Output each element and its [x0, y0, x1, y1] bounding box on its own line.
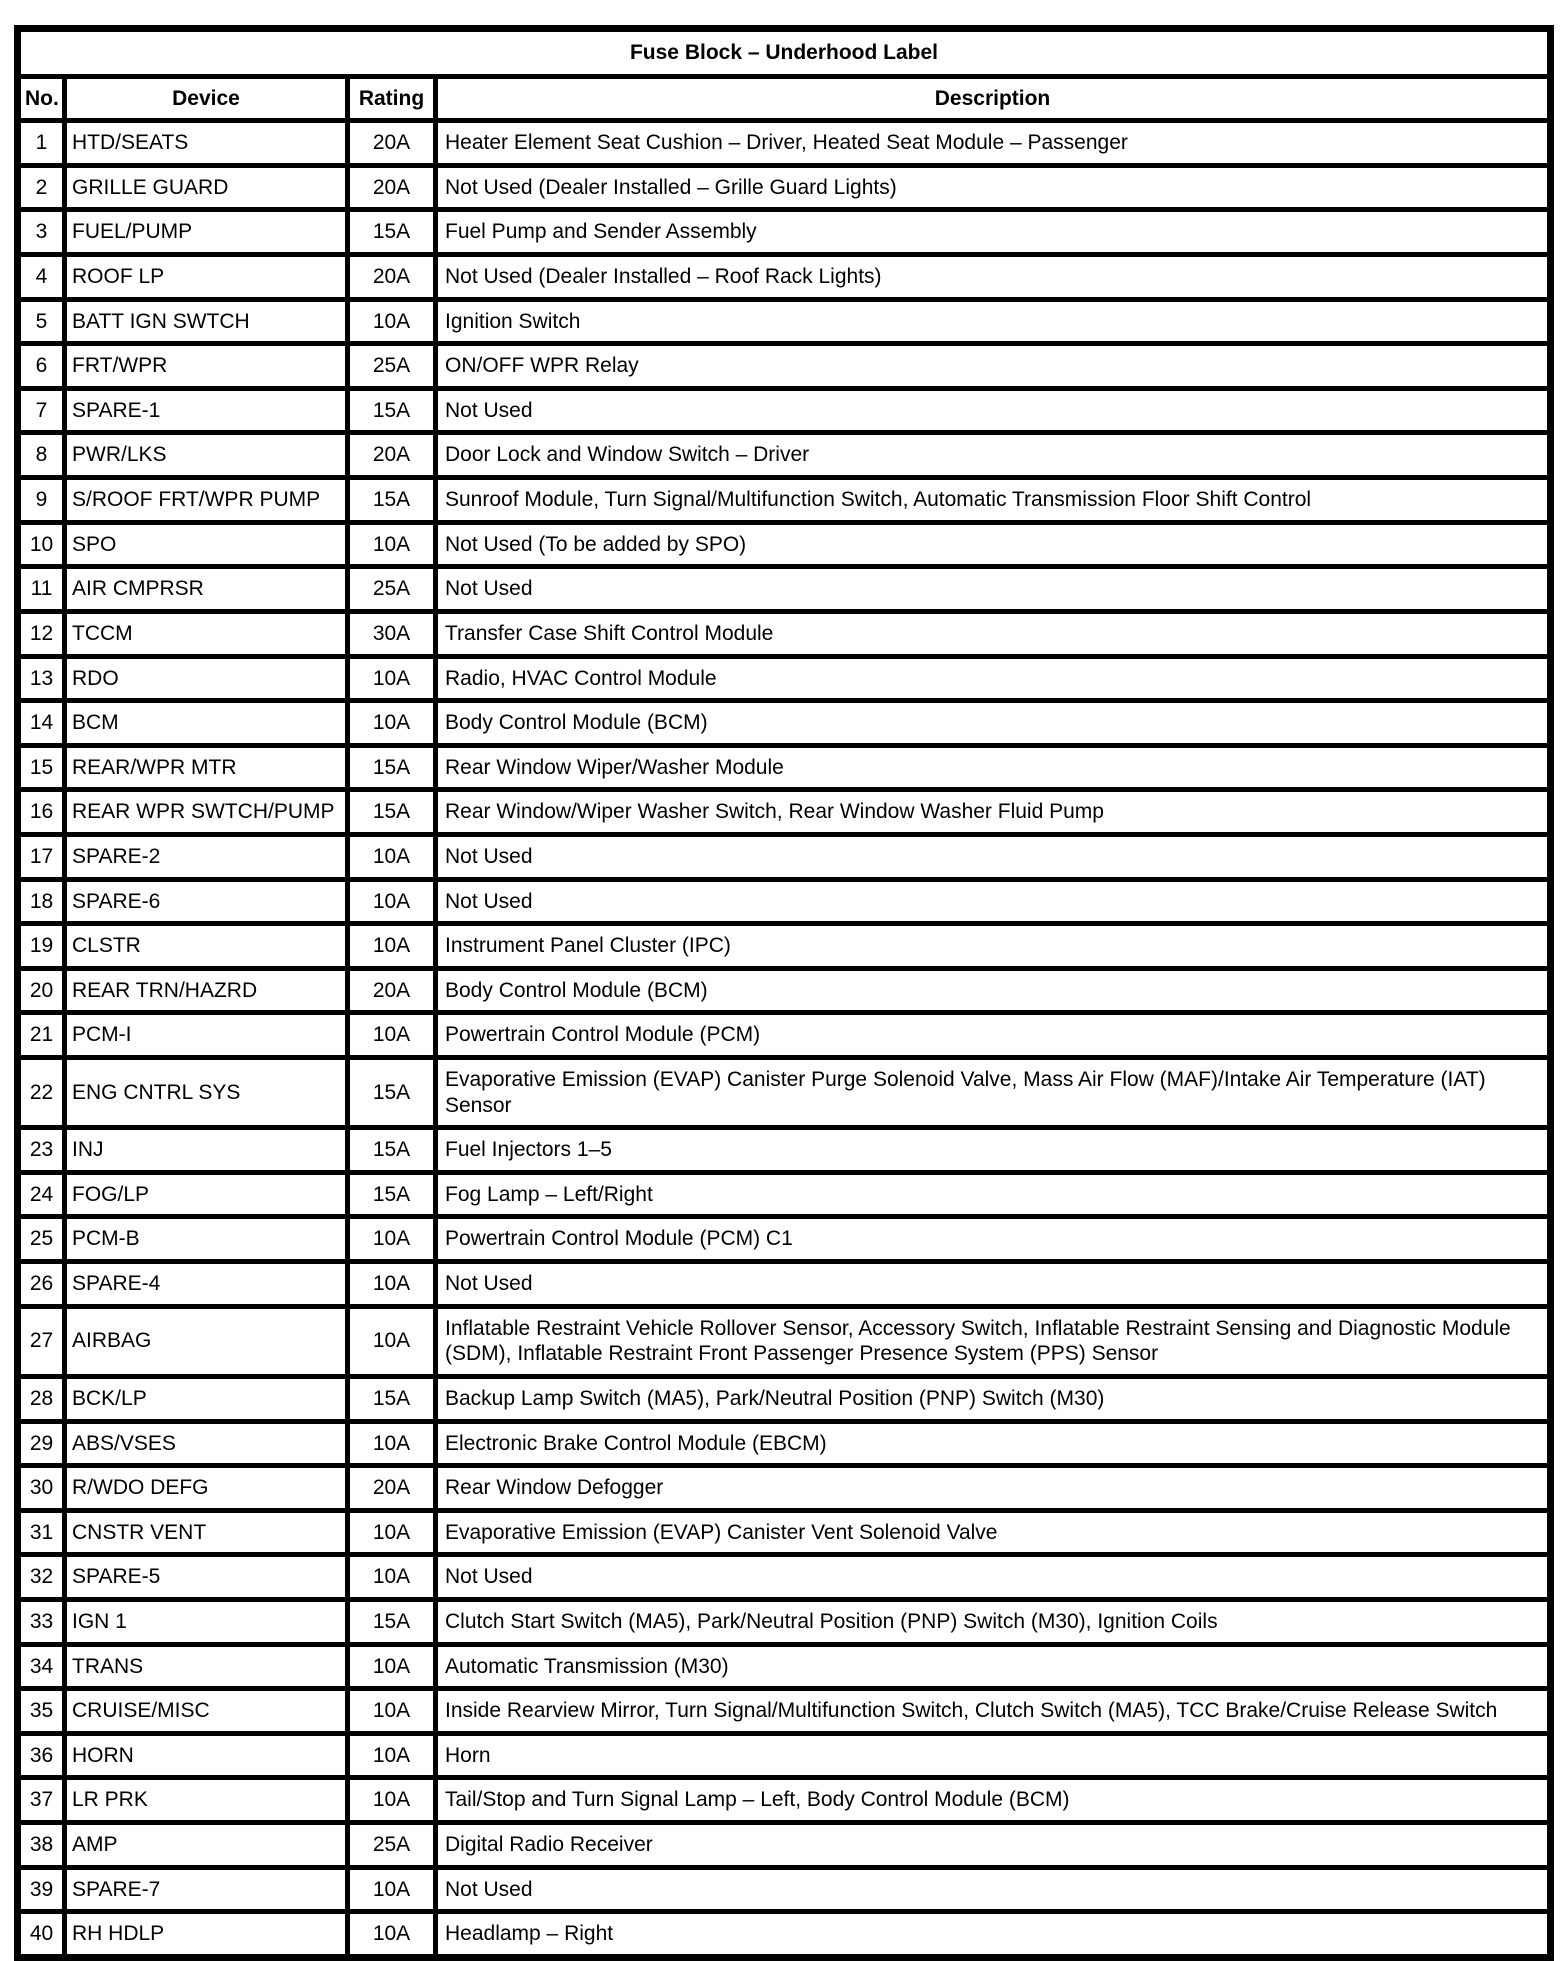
fuse-number: 15: [18, 745, 65, 790]
fuse-device: REAR WPR SWTCH/PUMP: [65, 790, 348, 835]
table-row: [18, 344, 1551, 389]
fuse-description: Backup Lamp Switch (MA5), Park/Neutral Position (PNP) Switch (M30): [436, 1376, 1551, 1421]
fuse-number: 10: [18, 522, 65, 567]
table-row: [18, 1128, 1551, 1173]
fuse-rating: 10A: [348, 1778, 436, 1823]
fuse-table-body: [18, 121, 1551, 1958]
fuse-device: ENG CNTRL SYS: [65, 1058, 348, 1128]
fuse-number: 22: [18, 1058, 65, 1128]
fuse-number: 13: [18, 656, 65, 701]
fuse-device: AIR CMPRSR: [65, 567, 348, 612]
fuse-description: Not Used: [436, 879, 1551, 924]
table-row: [18, 745, 1551, 790]
table-row: [18, 1644, 1551, 1689]
table-head: [18, 29, 1551, 121]
fuse-number: 39: [18, 1867, 65, 1912]
fuse-rating: 20A: [348, 165, 436, 210]
table-title: Fuse Block – Underhood Label: [18, 29, 1551, 77]
fuse-description: Inflatable Restraint Vehicle Rollover Sensor, Accessory Switch, Inflatable Restraint Sensing and Diagnostic Module (SDM), Inflatable Restraint Front Passenger Presence System (PPS) Sensor: [436, 1306, 1551, 1376]
fuse-number: 17: [18, 834, 65, 879]
table-row: [18, 522, 1551, 567]
table-row: [18, 1306, 1551, 1376]
fuse-rating: 15A: [348, 388, 436, 433]
table-row: [18, 121, 1551, 166]
table-row: [18, 1555, 1551, 1600]
fuse-number: 31: [18, 1510, 65, 1555]
fuse-rating: 15A: [348, 790, 436, 835]
table-row: [18, 1733, 1551, 1778]
fuse-rating: 15A: [348, 1128, 436, 1173]
fuse-number: 8: [18, 433, 65, 478]
fuse-rating: 15A: [348, 1172, 436, 1217]
table-row: [18, 1778, 1551, 1823]
table-row: [18, 1912, 1551, 1958]
fuse-rating: 10A: [348, 834, 436, 879]
fuse-description: Door Lock and Window Switch – Driver: [436, 433, 1551, 478]
table-row: [18, 1217, 1551, 1262]
table-row: [18, 1172, 1551, 1217]
fuse-rating: 15A: [348, 1058, 436, 1128]
fuse-description: Powertrain Control Module (PCM): [436, 1013, 1551, 1058]
table-row: [18, 299, 1551, 344]
fuse-device: FRT/WPR: [65, 344, 348, 389]
fuse-description: Not Used (Dealer Installed – Grille Guard Lights): [436, 165, 1551, 210]
fuse-device: REAR/WPR MTR: [65, 745, 348, 790]
fuse-device: FOG/LP: [65, 1172, 348, 1217]
fuse-number: 40: [18, 1912, 65, 1958]
table-row: [18, 1510, 1551, 1555]
fuse-description: Body Control Module (BCM): [436, 968, 1551, 1013]
fuse-rating: 20A: [348, 433, 436, 478]
fuse-device: SPARE-2: [65, 834, 348, 879]
fuse-description: Not Used: [436, 567, 1551, 612]
fuse-device: CNSTR VENT: [65, 1510, 348, 1555]
col-header-rating: Rating: [348, 76, 436, 121]
table-row: [18, 165, 1551, 210]
fuse-description: Evaporative Emission (EVAP) Canister Vent Solenoid Valve: [436, 1510, 1551, 1555]
fuse-number: 33: [18, 1599, 65, 1644]
fuse-device: LR PRK: [65, 1778, 348, 1823]
fuse-device: INJ: [65, 1128, 348, 1173]
fuse-rating: 25A: [348, 344, 436, 389]
fuse-device: TRANS: [65, 1644, 348, 1689]
table-row: [18, 433, 1551, 478]
fuse-number: 37: [18, 1778, 65, 1823]
fuse-number: 30: [18, 1466, 65, 1511]
fuse-description: Not Used: [436, 834, 1551, 879]
fuse-number: 18: [18, 879, 65, 924]
fuse-description: Automatic Transmission (M30): [436, 1644, 1551, 1689]
table-row: [18, 1421, 1551, 1466]
table-row: [18, 834, 1551, 879]
fuse-device: PCM-I: [65, 1013, 348, 1058]
fuse-description: Clutch Start Switch (MA5), Park/Neutral Position (PNP) Switch (M30), Ignition Coils: [436, 1599, 1551, 1644]
fuse-rating: 10A: [348, 1644, 436, 1689]
fuse-rating: 10A: [348, 299, 436, 344]
fuse-number: 11: [18, 567, 65, 612]
fuse-device: TCCM: [65, 611, 348, 656]
fuse-device: BCK/LP: [65, 1376, 348, 1421]
fuse-rating: 10A: [348, 1013, 436, 1058]
fuse-number: 27: [18, 1306, 65, 1376]
fuse-number: 34: [18, 1644, 65, 1689]
fuse-rating: 10A: [348, 522, 436, 567]
fuse-rating: 10A: [348, 924, 436, 969]
fuse-device: SPARE-1: [65, 388, 348, 433]
fuse-device: CRUISE/MISC: [65, 1689, 348, 1734]
table-row: [18, 1058, 1551, 1128]
fuse-device: SPARE-4: [65, 1262, 348, 1307]
fuse-description: Electronic Brake Control Module (EBCM): [436, 1421, 1551, 1466]
fuse-description: Not Used: [436, 1867, 1551, 1912]
table-row: [18, 701, 1551, 746]
fuse-rating: 25A: [348, 567, 436, 612]
fuse-description: Not Used: [436, 1555, 1551, 1600]
fuse-rating: 10A: [348, 1217, 436, 1262]
fuse-rating: 10A: [348, 1689, 436, 1734]
fuse-number: 5: [18, 299, 65, 344]
fuse-description: Evaporative Emission (EVAP) Canister Purge Solenoid Valve, Mass Air Flow (MAF)/Intake Air Temperature (IAT) Sensor: [436, 1058, 1551, 1128]
fuse-device: ABS/VSES: [65, 1421, 348, 1466]
fuse-device: BCM: [65, 701, 348, 746]
fuse-device: BATT IGN SWTCH: [65, 299, 348, 344]
fuse-rating: 10A: [348, 1555, 436, 1600]
fuse-rating: 10A: [348, 1421, 436, 1466]
table-row: [18, 1822, 1551, 1867]
fuse-rating: 10A: [348, 1733, 436, 1778]
fuse-rating: 10A: [348, 1912, 436, 1958]
fuse-rating: 25A: [348, 1822, 436, 1867]
fuse-description: ON/OFF WPR Relay: [436, 344, 1551, 389]
fuse-device: AIRBAG: [65, 1306, 348, 1376]
fuse-number: 32: [18, 1555, 65, 1600]
fuse-rating: 15A: [348, 745, 436, 790]
fuse-description: Digital Radio Receiver: [436, 1822, 1551, 1867]
fuse-number: 23: [18, 1128, 65, 1173]
fuse-number: 28: [18, 1376, 65, 1421]
fuse-rating: 20A: [348, 1466, 436, 1511]
fuse-description: Rear Window/Wiper Washer Switch, Rear Window Washer Fluid Pump: [436, 790, 1551, 835]
table-row: [18, 924, 1551, 969]
fuse-description: Fuel Injectors 1–5: [436, 1128, 1551, 1173]
fuse-number: 2: [18, 165, 65, 210]
table-row: [18, 1867, 1551, 1912]
fuse-number: 36: [18, 1733, 65, 1778]
table-row: [18, 1376, 1551, 1421]
fuse-rating: 10A: [348, 1510, 436, 1555]
fuse-rating: 10A: [348, 656, 436, 701]
fuse-device: S/ROOF FRT/WPR PUMP: [65, 478, 348, 523]
fuse-rating: 15A: [348, 210, 436, 255]
table-row: [18, 790, 1551, 835]
table-row: [18, 1013, 1551, 1058]
col-header-device: Device: [65, 76, 348, 121]
fuse-rating: 15A: [348, 1599, 436, 1644]
fuse-device: FUEL/PUMP: [65, 210, 348, 255]
fuse-number: 3: [18, 210, 65, 255]
fuse-number: 7: [18, 388, 65, 433]
fuse-device: ROOF LP: [65, 255, 348, 300]
table-row: [18, 478, 1551, 523]
fuse-device: IGN 1: [65, 1599, 348, 1644]
table-row: [18, 968, 1551, 1013]
fuse-description: Sunroof Module, Turn Signal/Multifunction Switch, Automatic Transmission Floor Shift Control: [436, 478, 1551, 523]
fuse-device: GRILLE GUARD: [65, 165, 348, 210]
fuse-description: Instrument Panel Cluster (IPC): [436, 924, 1551, 969]
fuse-number: 24: [18, 1172, 65, 1217]
fuse-device: PWR/LKS: [65, 433, 348, 478]
fuse-rating: 10A: [348, 879, 436, 924]
fuse-rating: 20A: [348, 968, 436, 1013]
fuse-number: 20: [18, 968, 65, 1013]
fuse-description: Body Control Module (BCM): [436, 701, 1551, 746]
fuse-number: 14: [18, 701, 65, 746]
fuse-description: Ignition Switch: [436, 299, 1551, 344]
fuse-device: PCM-B: [65, 1217, 348, 1262]
fuse-number: 26: [18, 1262, 65, 1307]
fuse-rating: 15A: [348, 1376, 436, 1421]
fuse-description: Fog Lamp – Left/Right: [436, 1172, 1551, 1217]
table-row: [18, 567, 1551, 612]
fuse-device: RDO: [65, 656, 348, 701]
table-row: [18, 656, 1551, 701]
fuse-description: Not Used (Dealer Installed – Roof Rack Lights): [436, 255, 1551, 300]
col-header-no: No.: [18, 76, 65, 121]
fuse-number: 35: [18, 1689, 65, 1734]
fuse-number: 1: [18, 121, 65, 166]
fuse-device: R/WDO DEFG: [65, 1466, 348, 1511]
table-row: [18, 1466, 1551, 1511]
fuse-number: 16: [18, 790, 65, 835]
fuse-device: SPARE-6: [65, 879, 348, 924]
fuse-number: 25: [18, 1217, 65, 1262]
column-header-row: [18, 76, 1551, 121]
fuse-number: 12: [18, 611, 65, 656]
fuse-description: Powertrain Control Module (PCM) C1: [436, 1217, 1551, 1262]
fuse-device: SPO: [65, 522, 348, 567]
fuse-device: SPARE-7: [65, 1867, 348, 1912]
fuse-device: HTD/SEATS: [65, 121, 348, 166]
title-row: [18, 29, 1551, 77]
fuse-device: CLSTR: [65, 924, 348, 969]
fuse-description: Rear Window Wiper/Washer Module: [436, 745, 1551, 790]
table-row: [18, 611, 1551, 656]
fuse-description: Transfer Case Shift Control Module: [436, 611, 1551, 656]
fuse-rating: 30A: [348, 611, 436, 656]
table-row: [18, 1689, 1551, 1734]
fuse-description: Fuel Pump and Sender Assembly: [436, 210, 1551, 255]
fuse-number: 21: [18, 1013, 65, 1058]
fuse-rating: 10A: [348, 1306, 436, 1376]
fuse-device: HORN: [65, 1733, 348, 1778]
fuse-rating: 10A: [348, 1867, 436, 1912]
fuse-rating: 10A: [348, 701, 436, 746]
fuse-description: Heater Element Seat Cushion – Driver, Heated Seat Module – Passenger: [436, 121, 1551, 166]
fuse-rating: 20A: [348, 255, 436, 300]
fuse-rating: 15A: [348, 478, 436, 523]
fuse-description: Rear Window Defogger: [436, 1466, 1551, 1511]
fuse-rating: 10A: [348, 1262, 436, 1307]
fuse-description: Tail/Stop and Turn Signal Lamp – Left, Body Control Module (BCM): [436, 1778, 1551, 1823]
fuse-description: Inside Rearview Mirror, Turn Signal/Multifunction Switch, Clutch Switch (MA5), TCC Brake/Cruise Release Switch: [436, 1689, 1551, 1734]
fuse-device: AMP: [65, 1822, 348, 1867]
fuse-device: RH HDLP: [65, 1912, 348, 1958]
fuse-description: Headlamp – Right: [436, 1912, 1551, 1958]
fuse-description: Horn: [436, 1733, 1551, 1778]
fuse-device: REAR TRN/HAZRD: [65, 968, 348, 1013]
fuse-description: Not Used (To be added by SPO): [436, 522, 1551, 567]
table-row: [18, 1599, 1551, 1644]
fuse-description: Radio, HVAC Control Module: [436, 656, 1551, 701]
fuse-block-table: [14, 25, 1554, 1961]
fuse-number: 9: [18, 478, 65, 523]
table-row: [18, 1262, 1551, 1307]
col-header-description: Description: [436, 76, 1551, 121]
fuse-rating: 20A: [348, 121, 436, 166]
fuse-description: Not Used: [436, 1262, 1551, 1307]
table-row: [18, 388, 1551, 433]
fuse-number: 4: [18, 255, 65, 300]
fuse-number: 6: [18, 344, 65, 389]
fuse-number: 19: [18, 924, 65, 969]
fuse-number: 38: [18, 1822, 65, 1867]
table-row: [18, 255, 1551, 300]
fuse-description: Not Used: [436, 388, 1551, 433]
fuse-number: 29: [18, 1421, 65, 1466]
table-row: [18, 210, 1551, 255]
table-row: [18, 879, 1551, 924]
fuse-device: SPARE-5: [65, 1555, 348, 1600]
